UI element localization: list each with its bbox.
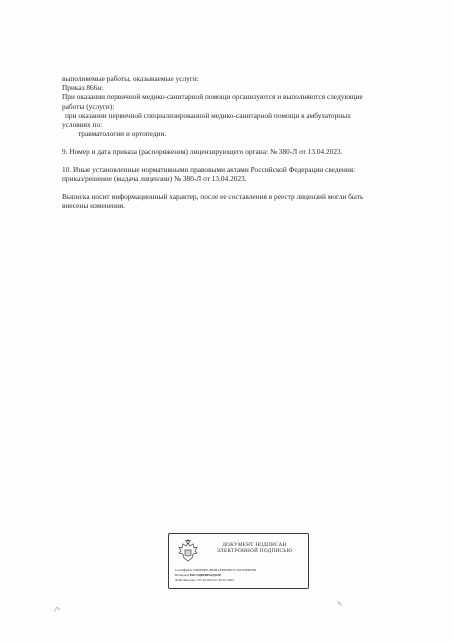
services-intro-line: выполняемые работы, оказываемые услуги: (62, 74, 199, 83)
order-reference-line: Приказ 866н: (62, 83, 104, 93)
specialty-line: травматологии и ортопедии. (78, 129, 167, 139)
stamp-title-line-2: ЭЛЕКТРОННОЙ ПОДПИСЬЮ (216, 548, 293, 555)
validity-label: Действителен (175, 578, 196, 582)
item-10-line-2: приказ/решение (выдача лицензии) № 380-Л от 13.04.2023. (62, 173, 247, 183)
coat-of-arms-icon (175, 539, 201, 565)
stamp-details (175, 568, 305, 583)
electronic-signature-stamp (168, 533, 309, 589)
certificate-value: 0566FDB51802BAF09E9E21C19C95E9F984 (193, 568, 257, 572)
primary-care-line-1: При оказании первичной медико-санитарной помощи организуются и выполняются следующие (62, 92, 363, 102)
item-9-order-number: 9. Номер и дата приказа (распоряжения) лицензирующего органа: № 380-Л от 13.04.2023. (62, 146, 343, 156)
disclaimer-line-2: внесены изменения. (62, 200, 126, 210)
specialized-care-line-1: при оказании первичной специализированной медико-санитарной помощи в амбулаторных (65, 110, 351, 120)
scan-mark-left (52, 604, 62, 614)
owner-value: РОСЗДРАВНАДЗОР (189, 573, 222, 577)
item-10-line-1: 10. Иные установленные нормативными правовыми актами Российской Федерации сведения: (62, 164, 356, 174)
scan-mark-right (335, 599, 345, 609)
certificate-label: Сертификат (175, 568, 193, 572)
stamp-title-line-1: ДОКУМЕНТ ПОДПИСАН (222, 542, 287, 548)
stamp-title (205, 542, 304, 554)
document-body (62, 74, 402, 210)
primary-care-line-2: работы (услуги): (62, 101, 115, 111)
disclaimer-line-1: Выписка носит информационный характер, после ее составления в реестр лицензий могли быть (62, 191, 364, 201)
specialized-care-line-2: условиях по: (62, 120, 103, 130)
validity-row (175, 578, 305, 583)
owner-label: Владелец (175, 573, 189, 577)
validity-value: с 05.10.2022 по 05.01.2024 (195, 578, 235, 582)
